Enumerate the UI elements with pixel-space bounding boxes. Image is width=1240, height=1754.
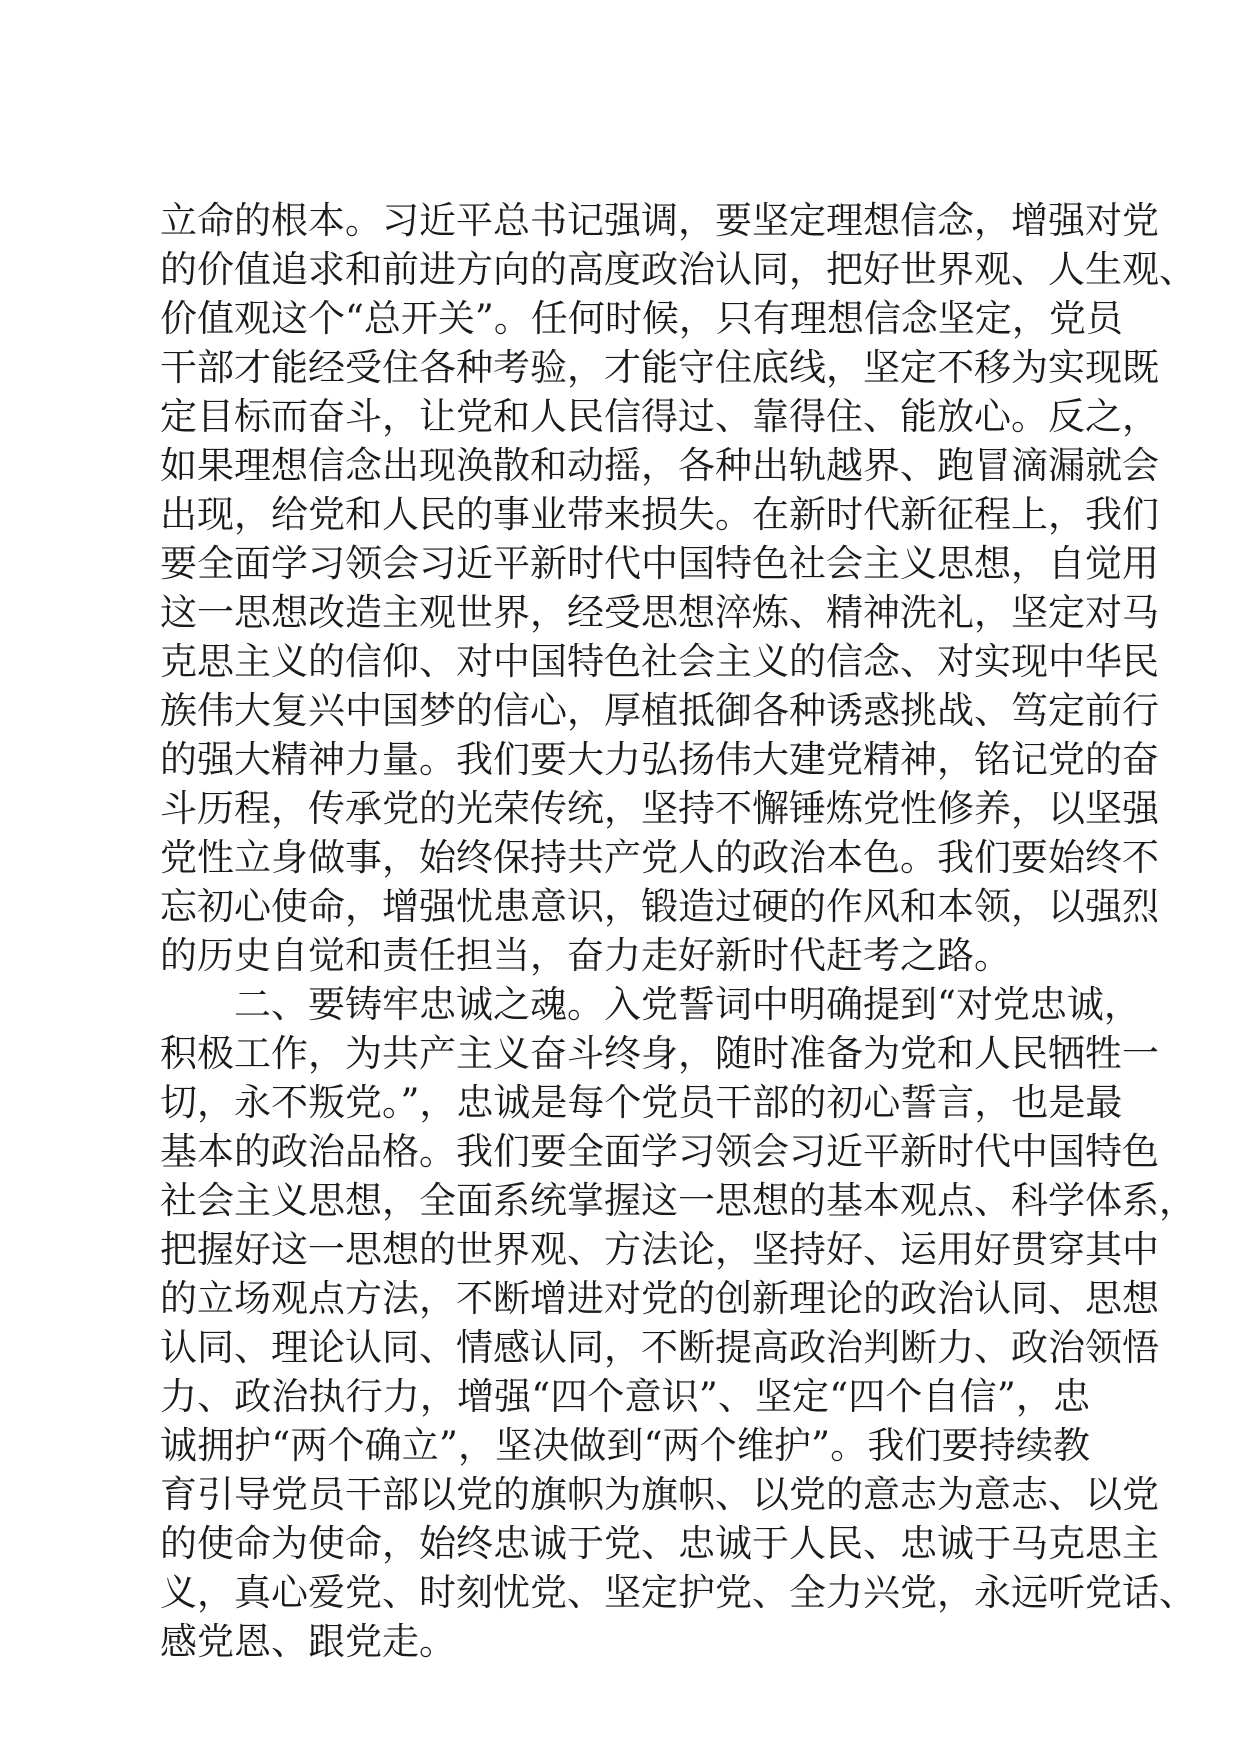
text-line: 认同、理论认同、情感认同，不断提高政治判断力、政治领悟 (160, 1326, 1159, 1369)
text-line: 积极工作，为共产主义奋斗终身，随时准备为党和人民牺牲一 (160, 1032, 1159, 1075)
body-text (160, 196, 1196, 1666)
text-line: 出现，给党和人民的事业带来损失。在新时代新征程上，我们 (160, 493, 1159, 536)
text-line: 要全面学习领会习近平新时代中国特色社会主义思想，自觉用 (160, 542, 1159, 585)
text-line: 这一思想改造主观世界，经受思想淬炼、精神洗礼，坚定对马 (160, 591, 1159, 634)
text-line: 立命的根本。习近平总书记强调，要坚定理想信念，增强对党 (160, 199, 1159, 242)
text-line: 斗历程，传承党的光荣传统，坚持不懈锤炼党性修养，以坚强 (160, 787, 1159, 830)
text-line: 的历史自觉和责任担当，奋力走好新时代赶考之路。 (160, 934, 1011, 977)
text-line: 的价值追求和前进方向的高度政治认同，把好世界观、人生观、 (160, 248, 1196, 291)
text-line: 切，永不叛党。”，忠诚是每个党员干部的初心誓言，也是最 (160, 1081, 1123, 1124)
text-line: 族伟大复兴中国梦的信心，厚植抵御各种诱惑挑战、笃定前行 (160, 689, 1159, 732)
text-line: 诚拥护“两个确立”，坚决做到“两个维护”。我们要持续教 (160, 1424, 1090, 1467)
text-line: 的使命为使命，始终忠诚于党、忠诚于人民、忠诚于马克思主 (160, 1522, 1159, 1565)
text-line: 力、政治执行力，增强“四个意识”、坚定“四个自信”，忠 (160, 1375, 1090, 1418)
text-line: 基本的政治品格。我们要全面学习领会习近平新时代中国特色 (160, 1130, 1159, 1173)
text-line: 二、要铸牢忠诚之魂。入党誓词中明确提到“对党忠诚， (234, 983, 1141, 1026)
text-line: 忘初心使命，增强忧患意识，锻造过硬的作风和本领，以强烈 (160, 885, 1159, 928)
paragraph-ideals (160, 196, 1196, 980)
text-line: 感党恩、跟党走。 (160, 1620, 456, 1663)
text-line: 的强大精神力量。我们要大力弘扬伟大建党精神，铭记党的奋 (160, 738, 1159, 781)
text-line: 党性立身做事，始终保持共产党人的政治本色。我们要始终不 (160, 836, 1159, 879)
text-line: 把握好这一思想的世界观、方法论，坚持好、运用好贯穿其中 (160, 1228, 1159, 1271)
text-line: 的立场观点方法，不断增进对党的创新理论的政治认同、思想 (160, 1277, 1159, 1320)
text-line: 育引导党员干部以党的旗帜为旗帜、以党的意志为意志、以党 (160, 1473, 1159, 1516)
paragraph-loyalty (160, 980, 1196, 1666)
text-line: 定目标而奋斗，让党和人民信得过、靠得住、能放心。反之， (160, 395, 1159, 438)
text-line: 价值观这个“总开关”。任何时候，只有理想信念坚定，党员 (160, 297, 1123, 340)
text-line: 干部才能经受住各种考验，才能守住底线，坚定不移为实现既 (160, 346, 1159, 389)
text-line: 克思主义的信仰、对中国特色社会主义的信念、对实现中华民 (160, 640, 1159, 683)
text-line: 义，真心爱党、时刻忧党、坚定护党、全力兴党，永远听党话、 (160, 1571, 1196, 1614)
text-line: 如果理想信念出现涣散和动摇，各种出轨越界、跑冒滴漏就会 (160, 444, 1159, 487)
text-line: 社会主义思想，全面系统掌握这一思想的基本观点、科学体系， (160, 1179, 1196, 1222)
